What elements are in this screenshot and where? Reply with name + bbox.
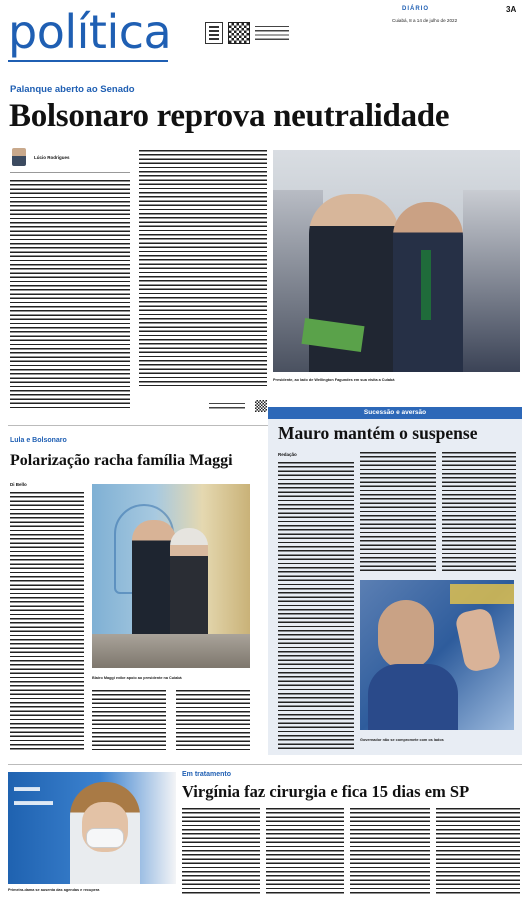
story2-text-col2 — [92, 690, 166, 752]
lead-kicker: Palanque aberto ao Senado — [10, 84, 135, 95]
lead-text-col1 — [10, 180, 130, 410]
page-number: 3A — [506, 5, 517, 14]
lead-byline: Lúcio Rodrigues — [34, 155, 70, 160]
story3-photo — [360, 580, 514, 730]
story4-photo: ▬▬ ▬▬▬ — [8, 772, 176, 884]
story3-photo-caption: Governador não se compromete com os lados — [360, 738, 444, 742]
story3-byline: Redação — [278, 452, 297, 457]
date-line: Cuiabá, 8 a 14 de julho de 2022 — [392, 18, 458, 23]
qr-code-icon — [228, 22, 250, 44]
story3-text-col1 — [278, 462, 354, 750]
story2-byline: Di Bello — [10, 482, 27, 487]
story2-headline: Polarização racha família Maggi — [10, 452, 233, 469]
story4-text-col3 — [350, 808, 430, 894]
lead-text-col2 — [139, 150, 267, 386]
story2-text-col3 — [176, 690, 250, 752]
brand-mark: DIÁRIO — [402, 6, 429, 12]
story4-text-col4 — [436, 808, 520, 894]
story4-text-col2 — [266, 808, 344, 894]
story3-text-col3 — [442, 452, 516, 572]
story3-banner: Sucessão e aversão — [268, 407, 522, 419]
story2-text-col1 — [10, 492, 84, 750]
avatar — [12, 148, 26, 166]
story2-photo-caption: Blairo Maggi exibe apoio ao presidente na Cuiabá — [92, 676, 182, 680]
lead-photo-caption: Presidente, ao lado de Wellington Fagundes em sua visita a Cuiabá — [273, 378, 395, 382]
byline-rule — [10, 172, 130, 173]
story4-kicker: Em tratamento — [182, 771, 232, 778]
lead-headline: Bolsonaro reprova neutralidade — [9, 98, 450, 134]
story4-text-col1 — [182, 808, 260, 894]
story3-headline: Mauro mantém o suspense — [278, 423, 478, 443]
story4-headline: Virgínia faz cirurgia e fica 15 dias em SP — [182, 782, 470, 801]
lead-photo — [273, 150, 520, 372]
section-title: política — [8, 5, 172, 59]
story4-photo-caption: Primeira-dama se ausenta das agendas e recupera — [8, 888, 100, 892]
lead-footer-rule — [139, 400, 267, 412]
bottom-rule — [8, 764, 522, 765]
story3-text-col2 — [360, 452, 436, 572]
story2-kicker: Lula e Bolsonaro — [10, 437, 67, 444]
newspaper-logo-icon — [205, 22, 223, 44]
masthead-underline — [8, 60, 168, 62]
story2-photo — [92, 484, 250, 668]
masthead-note — [255, 26, 289, 42]
